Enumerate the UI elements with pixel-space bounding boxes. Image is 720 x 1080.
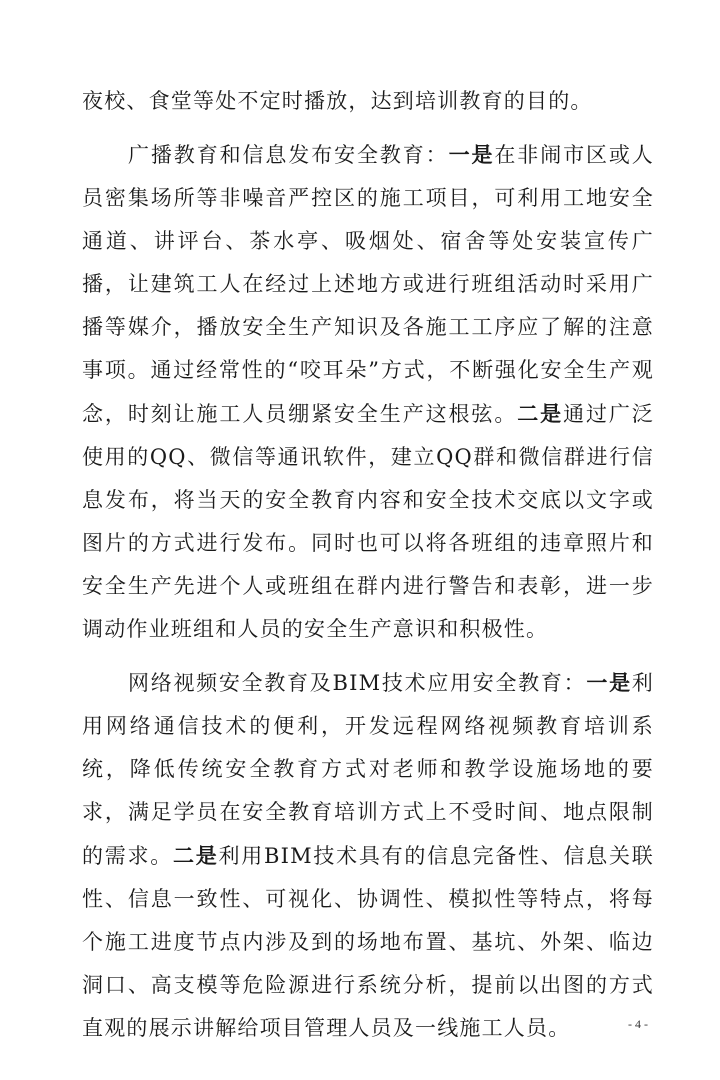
text-segment: 广播教育和信息发布安全教育： — [128, 143, 449, 167]
bold-marker: 二是 — [172, 843, 219, 868]
bold-marker: 二是 — [517, 401, 564, 426]
text-segment: 网络视频安全教育及BIM技术应用安全教育： — [128, 671, 587, 695]
page-number: - 4 - — [628, 1017, 648, 1031]
paragraph-network-video-education — [82, 661, 654, 1050]
text-segment: 通过广泛使用的QQ、微信等通讯软件，建立QQ群和微信群进行信息发布，将当天的安全教育内容和安全技术交底以文字或图片的方式进行发布。同时也可以将各班组的违章照片和安全生产先进个人或班组在群内进行警告和表彰，进一步调动作业班组和人员的安全生产意识和积极性。 — [82, 402, 654, 641]
bold-marker: 一是 — [448, 142, 495, 167]
paragraph-broadcast-education — [82, 133, 654, 651]
text-segment: 夜校、食堂等处不定时播放，达到培训教育的目的。 — [82, 89, 593, 113]
body-text — [82, 80, 654, 1060]
text-segment: 利用网络通信技术的便利，开发远程网络视频教育培训系统，降低传统安全教育方式对老师和教学设施场地的要求，满足学员在安全教育培训方式上不受时间、地点限制的需求。 — [82, 671, 654, 868]
text-segment: 在非闹市区或人员密集场所等非噪音严控区的施工项目，可利用工地安全通道、讲评台、茶水亭、吸烟处、宿舍等处安装宣传广播，让建筑工人在经过上述地方或进行班组活动时采用广播等媒介，播放安全生产知识及各施工工序应了解的注意事项。通过经常性的“咬耳朵”方式，不断强化安全生产观念，时刻让施工人员绷紧安全生产这根弦。 — [82, 143, 654, 426]
bold-marker: 一是 — [586, 670, 632, 695]
text-segment: 利用BIM技术具有的信息完备性、信息关联性、信息一致性、可视化、协调性、模拟性等特点，将每个施工进度节点内涉及到的场地布置、基坑、外架、临边洞口、高支模等危险源进行系统分析，提前以出图的方式直观的展示讲解给项目管理人员及一线施工人员。 — [82, 844, 654, 1040]
paragraph-continuation — [82, 80, 654, 123]
